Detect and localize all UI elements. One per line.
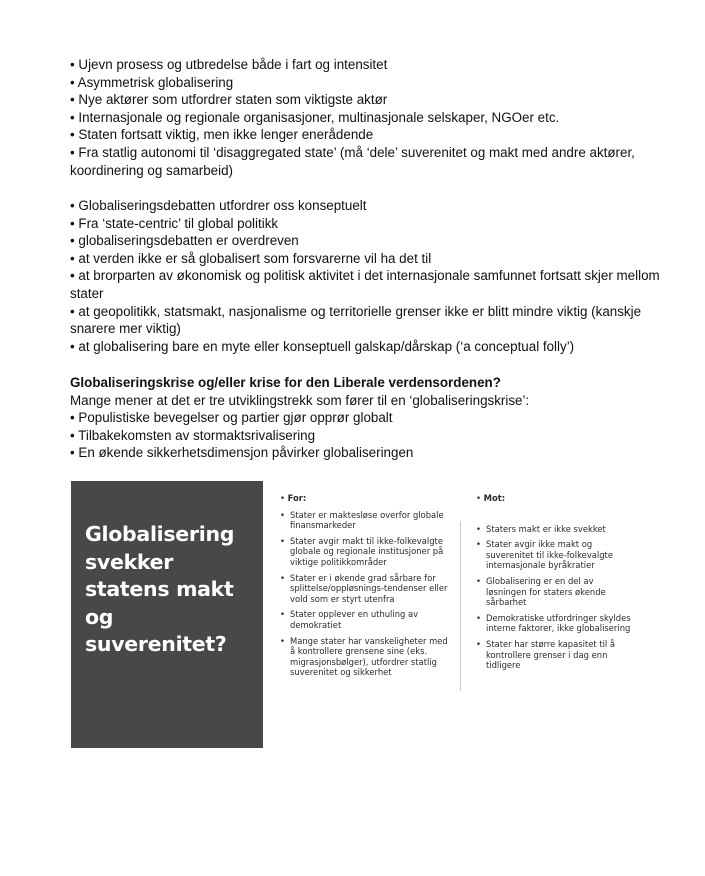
bullet-line: • Staten fortsatt viktig, men ikke lenger enerådende	[70, 127, 374, 143]
mot-column	[476, 493, 636, 676]
mot-item: • Staters makt er ikke svekket	[476, 524, 636, 535]
mot-item: • Globalisering er en del av løsningen for staters økende sårbarhet	[476, 576, 636, 608]
for-heading: • For:	[280, 493, 307, 503]
crisis-section	[70, 374, 670, 462]
bullet-line: • at globalisering bare en myte eller konseptuell galskap/dårskap (‘a conceptual folly’)	[70, 338, 575, 354]
for-label: For:	[287, 493, 307, 503]
bullet-block-1	[70, 56, 670, 179]
bullet-line: • Fra ‘state-centric’ til global politikk	[70, 215, 279, 231]
bullet-line: • Asymmetrisk globalisering	[70, 74, 234, 90]
embedded-slide	[71, 481, 640, 748]
section-intro: Mange mener at det er tre utviklingstrekk som fører til en ‘globaliseringskrise’:	[70, 392, 530, 408]
bullet-line: • Tilbakekomsten av stormaktsrivalisering	[70, 427, 316, 443]
mot-label: Mot:	[483, 493, 506, 503]
mot-item: • Demokratiske utfordringer skyldes interne faktorer, ikke globalisering	[476, 613, 636, 634]
slide-title: Globalisering svekker statens makt og suverenitet?	[85, 522, 235, 656]
bullet-line: • Ujevn prosess og utbredelse både i fart og intensitet	[70, 57, 388, 72]
for-item: • Stater opplever en uthuling av demokratiet	[280, 609, 450, 630]
section-heading: Globaliseringskrise og/eller krise for den Liberale verdensordenen?	[70, 375, 501, 390]
column-divider	[460, 521, 461, 691]
for-item: • Mange stater har vanskeligheter med å kontrollere grensene sine (eks. migrasjonsbølger), utfordrer statlig suverenitet og sikkerhet	[280, 636, 450, 678]
bullet-line: • at verden ikke er så globalisert som forsvarerne vil ha det til	[70, 250, 432, 266]
bullet-line: • Populistiske bevegelser og partier gjør opprør globalt	[70, 410, 393, 426]
bullet-block-2	[70, 197, 670, 355]
mot-item: • Stater avgir ikke makt og suverenitet til ikke-folkevalgte internasjonale byråkratier	[476, 539, 636, 571]
for-item: • Stater er i økende grad sårbare for splittelse/oppløsnings-tendenser eller vold som er styrt utenfra	[280, 573, 450, 605]
bullet-line: • at brorparten av økonomisk og politisk aktivitet i det internasjonale samfunnet fortsatt skjer mellom stater	[70, 268, 660, 301]
bullet-line: • Fra statlig autonomi til ‘disaggregated state’ (må ‘dele’ suverenitet og makt med andre aktører, koordinering og samarbeid)	[70, 144, 635, 178]
bullet-line: • Nye aktører som utfordrer staten som viktigste aktør	[70, 92, 388, 108]
bullet-line: • globaliseringsdebatten er overdreven	[70, 233, 299, 249]
for-item: • Stater avgir makt til ikke-folkevalgte globale og regionale institusjoner på viktige politikkområder	[280, 536, 450, 568]
bullet-line: • En økende sikkerhetsdimensjon påvirker globaliseringen	[70, 445, 414, 461]
bullet-line: • Globaliseringsdebatten utfordrer oss konseptuelt	[70, 198, 367, 213]
for-item: • Stater er maktesløse overfor globale finansmarkeder	[280, 510, 450, 531]
for-column	[280, 493, 450, 683]
mot-item: • Stater har større kapasitet til å kontrollere grenser i dag enn tidligere	[476, 639, 636, 671]
bullet-line: • Internasjonale og regionale organisasjoner, multinasjonale selskaper, NGOer etc.	[70, 109, 560, 125]
slide-title-panel	[71, 481, 263, 748]
mot-heading: • Mot:	[476, 493, 506, 503]
bullet-line: • at geopolitikk, statsmakt, nasjonalisme og territorielle grenser ikke er blitt mindre viktig (kanskje snarere mer viktig)	[70, 303, 642, 337]
